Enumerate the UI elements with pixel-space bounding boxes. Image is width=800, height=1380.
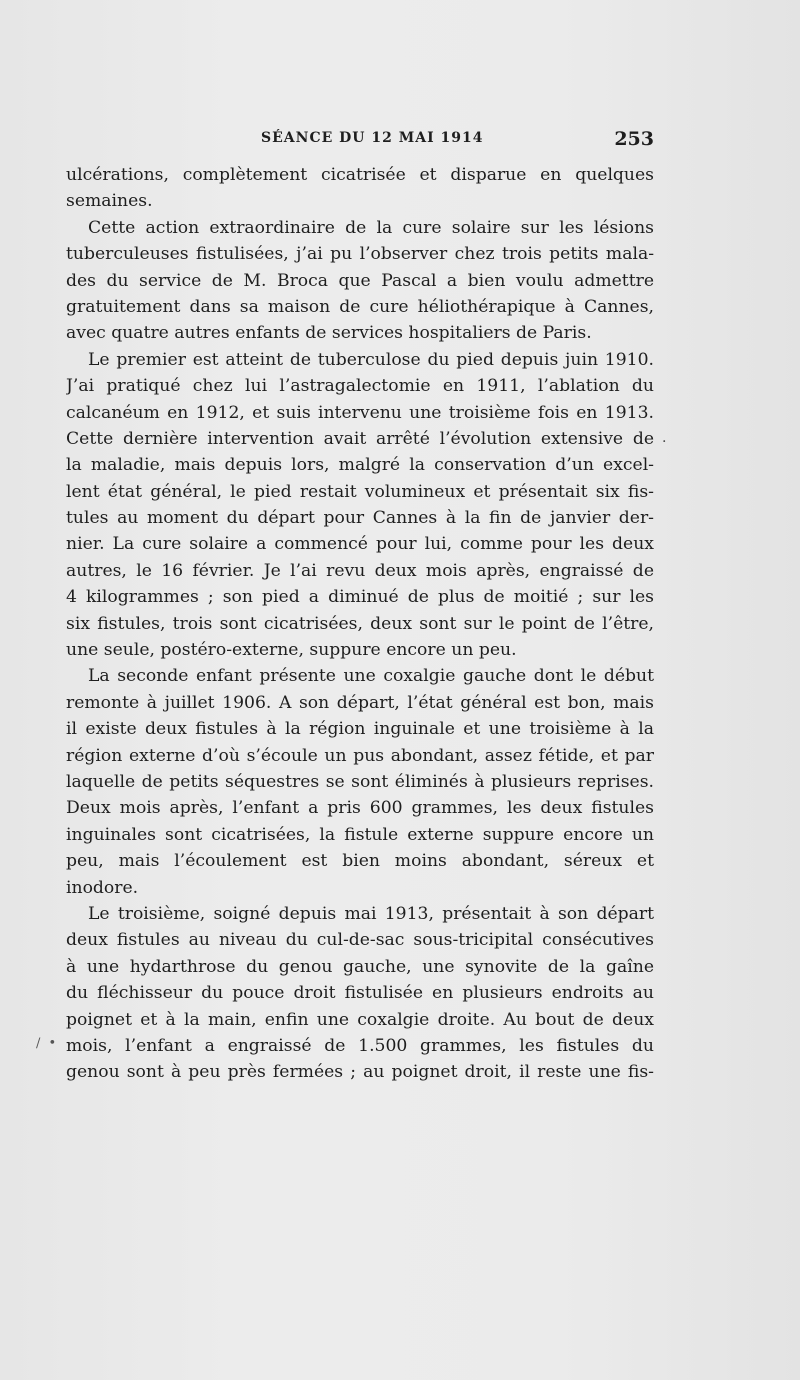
left-margin-mark: / • xyxy=(36,1036,59,1051)
text-line: semaines. xyxy=(66,191,153,212)
text-line: la maladie, mais depuis lors, malgré la conservation d’un excel- xyxy=(66,455,654,476)
text-line: laquelle de petits séquestres se sont éliminés à plusieurs reprises. xyxy=(66,771,654,792)
page-header xyxy=(66,128,654,152)
text-line: inguinales sont cicatrisées, la fistule externe suppure encore un xyxy=(66,824,654,845)
text-line: tuberculeuses fistulisées, j’ai pu l’observer chez trois petits mala- xyxy=(66,244,654,265)
text-line: inodore. xyxy=(66,877,139,898)
text-line: Deux mois après, l’enfant a pris 600 grammes, les deux fistules xyxy=(66,798,654,819)
text-line: des du service de M. Broca que Pascal a bien voulu admettre xyxy=(66,270,654,291)
text-line: tules au moment du départ pour Cannes à la fin de janvier der- xyxy=(66,508,654,529)
text-line: remonte à juillet 1906. A son départ, l’état général est bon, mais xyxy=(66,692,654,713)
text-line: région externe d’où s’écoule un pus abondant, assez fétide, et par xyxy=(66,745,654,766)
text-line: ulcérations, complètement cicatrisée et disparue en quelques xyxy=(66,165,654,185)
running-head: SÉANCE DU 12 MAI 1914 xyxy=(261,130,484,146)
text-line: une seule, postéro-externe, suppure encore un peu. xyxy=(66,640,517,661)
text-line: genou sont à peu près fermées ; au poignet droit, il reste une fis- xyxy=(66,1062,654,1083)
paragraph-3 xyxy=(66,347,654,664)
text-line: poignet et à la main, enfin une coxalgie droite. Au bout de deux xyxy=(66,1009,654,1030)
paragraph-2 xyxy=(66,215,654,347)
text-line: nier. La cure solaire a commencé pour lui, comme pour les deux xyxy=(66,534,654,555)
text-line: à une hydarthrose du genou gauche, une synovite de la gaîne xyxy=(66,956,654,977)
text-line: Cette action extraordinaire de la cure solaire sur les lésions xyxy=(88,217,654,238)
text-line: calcanéum en 1912, et suis intervenu une troisième fois en 1913. xyxy=(66,402,654,423)
text-line: Le premier est atteint de tuberculose du pied depuis juin 1910. xyxy=(88,349,654,370)
right-margin-mark: . xyxy=(662,430,667,446)
text-line: six fistules, trois sont cicatrisées, deux sont sur le point de l’être, xyxy=(66,613,654,634)
text-line: peu, mais l’écoulement est bien moins abondant, séreux et xyxy=(66,851,654,872)
text-line: Le troisième, soigné depuis mai 1913, présentait à son départ xyxy=(88,903,654,924)
page-number: 253 xyxy=(614,128,654,150)
text-line: du fléchisseur du pouce droit fistulisée en plusieurs endroits au xyxy=(66,983,654,1004)
text-line: gratuitement dans sa maison de cure héliothérapique à Cannes, xyxy=(66,296,654,317)
text-line: lent état général, le pied restait volumineux et présentait six fis- xyxy=(66,481,654,502)
text-line: avec quatre autres enfants de services hospitaliers de Paris. xyxy=(66,323,592,344)
text-line: 4 kilogrammes ; son pied a diminué de plus de moitié ; sur les xyxy=(66,587,654,608)
text-line: il existe deux fistules à la région inguinale et une troisième à la xyxy=(66,719,654,740)
text-line: deux fistules au niveau du cul-de-sac sous-tricipital consécutives xyxy=(66,930,654,951)
paragraph-5 xyxy=(66,901,654,1086)
text-line: J’ai pratiqué chez lui l’astragalectomie en 1911, l’ablation du xyxy=(66,376,654,397)
paragraph-1 xyxy=(66,162,654,215)
paragraph-4 xyxy=(66,663,654,901)
text-line: mois, l’enfant a engraissé de 1.500 grammes, les fistules du xyxy=(66,1035,654,1056)
body-text xyxy=(66,162,654,1086)
text-line: autres, le 16 février. Je l’ai revu deux mois après, engraissé de xyxy=(66,560,654,581)
text-line: La seconde enfant présente une coxalgie gauche dont le début xyxy=(88,666,654,687)
text-line: Cette dernière intervention avait arrêté l’évolution extensive de xyxy=(66,428,654,449)
